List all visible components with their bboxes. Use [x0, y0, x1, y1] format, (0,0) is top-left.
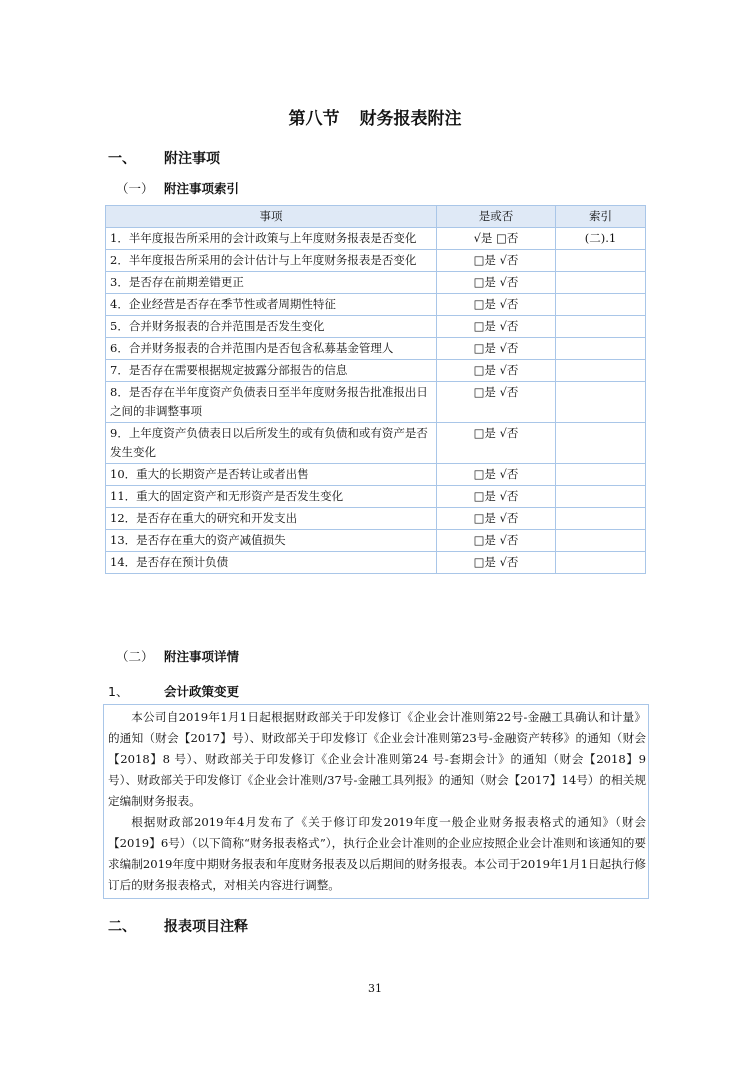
row-yes-no: □是 √否	[437, 423, 556, 464]
table-row	[106, 464, 646, 486]
row-item: 13．是否存在重大的资产减值损失	[106, 530, 437, 552]
table-row	[106, 360, 646, 382]
row-index	[556, 382, 646, 423]
page-number: 31	[368, 982, 382, 995]
row-yes-no: □是 √否	[437, 552, 556, 574]
row-index	[556, 464, 646, 486]
subsection-heading-2	[116, 647, 239, 665]
table-row	[106, 294, 646, 316]
header-item: 事项	[106, 206, 437, 228]
header-yes-no: 是或否	[437, 206, 556, 228]
table-row	[106, 382, 646, 423]
row-yes-no: □是 √否	[437, 382, 556, 423]
row-index	[556, 294, 646, 316]
row-index	[556, 250, 646, 272]
header-index: 索引	[556, 206, 646, 228]
row-yes-no: □是 √否	[437, 250, 556, 272]
section-heading-2	[108, 916, 248, 936]
row-yes-no: □是 √否	[437, 272, 556, 294]
row-item: 8．是否存在半年度资产负债表日至半年度财务报告批准报出日之间的非调整事项	[106, 382, 437, 423]
table-header-row	[106, 206, 646, 228]
subsection-heading-1	[116, 179, 239, 197]
row-index	[556, 272, 646, 294]
table-row	[106, 272, 646, 294]
row-item: 1．半年度报告所采用的会计政策与上年度财务报表是否变化	[106, 228, 437, 250]
row-index	[556, 360, 646, 382]
row-item: 9．上年度资产负债表日以后所发生的或有负债和或有资产是否发生变化	[106, 423, 437, 464]
row-item: 12．是否存在重大的研究和开发支出	[106, 508, 437, 530]
section-number: 一、	[108, 151, 136, 167]
table-row	[106, 338, 646, 360]
subsection-number: （二）	[116, 649, 154, 664]
section-number: 二、	[108, 919, 136, 935]
section-heading-1	[108, 148, 220, 168]
row-index	[556, 486, 646, 508]
row-yes-no: √是 □否	[437, 228, 556, 250]
table-row	[106, 250, 646, 272]
row-yes-no: □是 √否	[437, 508, 556, 530]
row-item: 10．重大的长期资产是否转让或者出售	[106, 464, 437, 486]
row-yes-no: □是 √否	[437, 294, 556, 316]
row-index	[556, 552, 646, 574]
policy-paragraph-2: 根据财政部2019年4月发布了《关于修订印发2019年度一般企业财务报表格式的通知》（财会【2019】6号）（以下简称“财务报表格式”），执行企业会计准则的企业应按照企业会计准则和该通知的要求编制2019年度中期财务报表和年度财务报表及以后期间的财务报表。本公司于2019年1月1日起执行修订后的财务报表格式，对相关内容进行调整。	[108, 815, 646, 892]
row-index	[556, 508, 646, 530]
section-label: 附注事项	[164, 151, 220, 167]
row-item: 2．半年度报告所采用的会计估计与上年度财务报表是否变化	[106, 250, 437, 272]
accounting-policy-box	[103, 704, 649, 899]
row-index	[556, 423, 646, 464]
policy-paragraph-1: 本公司自2019年1月1日起根据财政部关于印发修订《企业会计准则第22号-金融工具确认和计量》的通知（财会【2017】号）、财政部关于印发修订《企业会计准则第23号-金融资产转移》的通知（财会【2018】8 号）、财政部关于印发修订《企业会计准则第24 号-套期会计》的通知（财会【2018】9 号）、财政部关于印发修订《企业会计准则/37号-金融工具列报》的通知（财会【2017】14号）的相关规定编制财务报表。	[108, 710, 646, 808]
table-row	[106, 486, 646, 508]
table-row	[106, 552, 646, 574]
row-item: 7．是否存在需要根据规定披露分部报告的信息	[106, 360, 437, 382]
table-row	[106, 508, 646, 530]
table-row	[106, 530, 646, 552]
page-title	[0, 104, 750, 129]
title-part2: 财务报表附注	[359, 109, 462, 129]
table-row	[106, 316, 646, 338]
row-index	[556, 316, 646, 338]
subsection-number: （一）	[116, 181, 154, 196]
row-index: (二).1	[556, 228, 646, 250]
row-item: 4．企业经营是否存在季节性或者周期性特征	[106, 294, 437, 316]
row-yes-no: □是 √否	[437, 486, 556, 508]
item-number: 1、	[108, 684, 129, 699]
section-label: 报表项目注释	[164, 919, 248, 935]
row-yes-no: □是 √否	[437, 360, 556, 382]
row-index	[556, 530, 646, 552]
row-item: 14．是否存在预计负债	[106, 552, 437, 574]
row-item: 3．是否存在前期差错更正	[106, 272, 437, 294]
title-part1: 第八节	[288, 109, 340, 129]
row-item: 5．合并财务报表的合并范围是否发生变化	[106, 316, 437, 338]
subsection-label: 附注事项详情	[164, 649, 240, 664]
row-yes-no: □是 √否	[437, 464, 556, 486]
row-item: 11．重大的固定资产和无形资产是否发生变化	[106, 486, 437, 508]
table-row	[106, 228, 646, 250]
row-index	[556, 338, 646, 360]
row-yes-no: □是 √否	[437, 316, 556, 338]
notes-index-table	[105, 205, 646, 574]
item-label: 会计政策变更	[164, 684, 240, 699]
item-heading-1	[108, 682, 239, 700]
subsection-label: 附注事项索引	[164, 181, 240, 196]
row-yes-no: □是 √否	[437, 338, 556, 360]
row-item: 6．合并财务报表的合并范围内是否包含私募基金管理人	[106, 338, 437, 360]
row-yes-no: □是 √否	[437, 530, 556, 552]
table-row	[106, 423, 646, 464]
